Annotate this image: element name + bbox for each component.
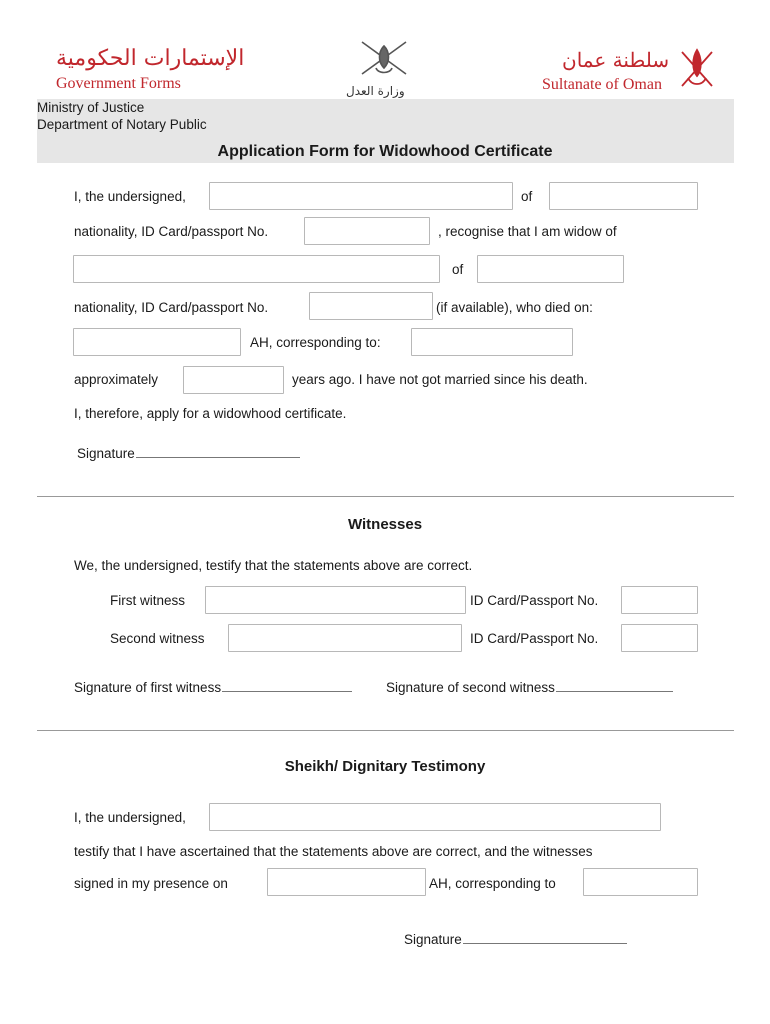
ministry-arabic-name: وزارة العدل	[346, 84, 405, 98]
approximately-label: approximately	[74, 372, 159, 387]
second-witness-id-label: ID Card/Passport No.	[470, 631, 599, 646]
ah-corresponding-label: AH, corresponding to:	[250, 335, 381, 350]
page-title: Application Form for Widowhood Certificate	[217, 143, 553, 160]
divider	[37, 730, 734, 731]
ministry-name: Ministry of Justice	[37, 100, 145, 115]
years-field[interactable]	[183, 366, 284, 394]
years-ago-label: years ago. I have not got married since his death.	[292, 372, 588, 387]
first-witness-id-label: ID Card/Passport No.	[470, 593, 599, 608]
death-date-gregorian-field[interactable]	[411, 328, 573, 356]
second-witness-signature	[386, 679, 673, 695]
death-date-hijri-field[interactable]	[73, 328, 241, 356]
second-witness-id-field[interactable]	[621, 624, 698, 652]
government-forms-arabic-logo: الإستمارات الحكومية	[56, 46, 245, 71]
signature-line[interactable]	[136, 445, 300, 458]
second-witness-label: Second witness	[110, 631, 205, 646]
sheikh-signature-line[interactable]	[463, 931, 627, 944]
signature-label: Signature	[77, 446, 135, 461]
second-witness-name-field[interactable]	[228, 624, 462, 652]
nationality-id-label: nationality, ID Card/passport No.	[74, 224, 269, 239]
witnesses-title: Witnesses	[347, 516, 423, 533]
first-witness-id-field[interactable]	[621, 586, 698, 614]
signed-presence-label: signed in my presence on	[74, 876, 228, 891]
sultanate-of-oman-logo: Sultanate of Oman	[542, 76, 662, 93]
oman-emblem	[676, 46, 718, 94]
of-label: of	[521, 189, 533, 204]
sheikh-testify-text: testify that I have ascertained that the statements above are correct, and the witnesses	[74, 844, 593, 859]
sheikh-name-field[interactable]	[209, 803, 661, 831]
witnesses-statement: We, the undersigned, testify that the statements above are correct.	[74, 558, 473, 573]
department-name: Department of Notary Public	[37, 117, 207, 132]
oman-crest-icon	[676, 46, 718, 94]
ah-corresponding-to-label: AH, corresponding to	[429, 876, 556, 891]
divider	[37, 496, 734, 497]
government-forms-logo: Government Forms	[56, 75, 181, 92]
first-witness-signature-label: Signature of first witness	[74, 680, 222, 695]
first-witness-signature-line[interactable]	[222, 679, 352, 692]
first-witness-signature	[74, 679, 352, 695]
sheikh-signature-label: Signature	[404, 932, 462, 947]
first-witness-label: First witness	[110, 593, 186, 608]
died-on-label: (if available), who died on:	[436, 300, 593, 315]
sheikh-undersigned-label: I, the undersigned,	[74, 810, 186, 825]
husband-nationality-id-label: nationality, ID Card/passport No.	[74, 300, 269, 315]
husband-id-field[interactable]	[309, 292, 433, 320]
of-label-2: of	[452, 262, 464, 277]
second-witness-signature-label: Signature of second witness	[386, 680, 555, 695]
presence-date-gregorian-field[interactable]	[583, 868, 698, 896]
applicant-signature	[77, 445, 300, 461]
husband-nationality-field[interactable]	[477, 255, 624, 283]
undersigned-label: I, the undersigned,	[74, 189, 186, 204]
recognise-widow-label: , recognise that I am widow of	[438, 224, 617, 239]
sultanate-arabic-logo: سلطنة عمان	[562, 48, 670, 72]
applicant-id-field[interactable]	[304, 217, 430, 245]
first-witness-name-field[interactable]	[205, 586, 466, 614]
applicant-nationality-field[interactable]	[549, 182, 698, 210]
applicant-name-field[interactable]	[209, 182, 513, 210]
sheikh-signature	[404, 931, 627, 947]
apply-statement: I, therefore, apply for a widowhood certificate.	[74, 406, 347, 421]
sheikh-testimony-title: Sheikh/ Dignitary Testimony	[284, 758, 486, 775]
presence-date-hijri-field[interactable]	[267, 868, 426, 896]
husband-name-field[interactable]	[73, 255, 440, 283]
second-witness-signature-line[interactable]	[556, 679, 673, 692]
